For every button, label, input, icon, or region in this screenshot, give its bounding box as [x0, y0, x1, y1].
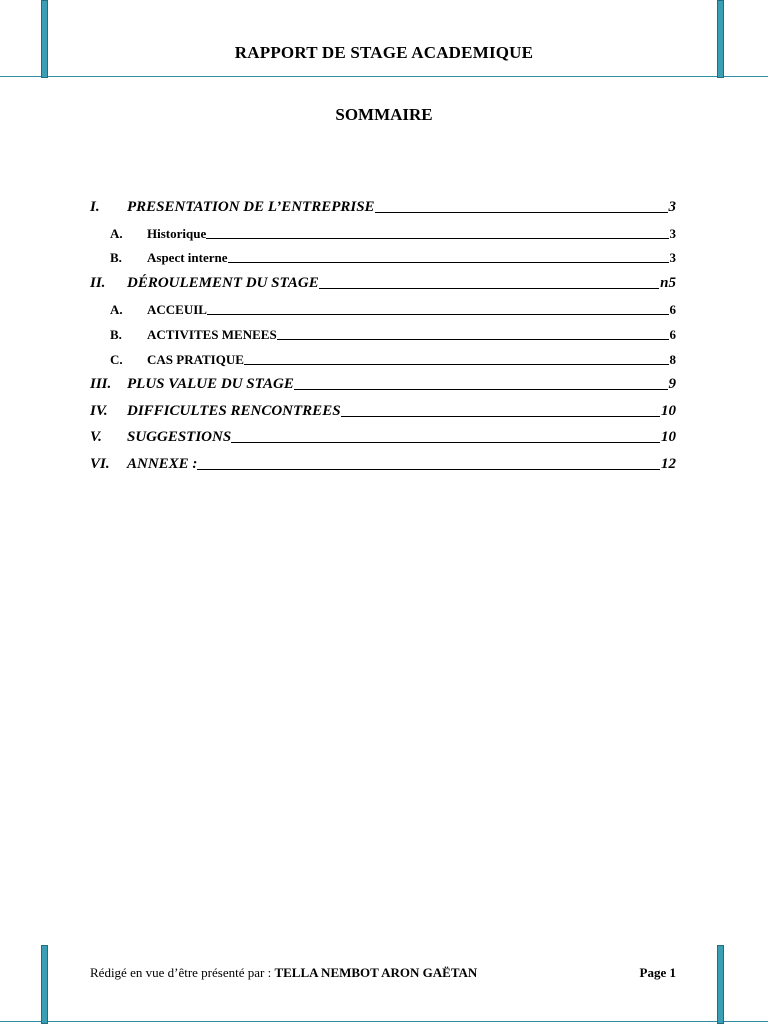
toc-entry-page: 10: [661, 403, 676, 419]
header-rule: [0, 76, 768, 77]
toc-entry[interactable]: [90, 426, 676, 446]
toc-entry-number: B.: [110, 327, 122, 342]
toc-entry-label: ACCEUIL: [147, 302, 207, 317]
toc-leader: [294, 389, 668, 390]
toc-entry-number: A.: [110, 226, 123, 241]
toc-entry-label: SUGGESTIONS: [127, 429, 232, 445]
toc-entry-page: 3: [668, 199, 676, 215]
toc-entry[interactable]: [90, 298, 676, 318]
toc-leader: [206, 238, 668, 239]
toc-entry-page: 10: [661, 429, 676, 445]
header-right-bar: [717, 0, 724, 78]
page-number: Page 1: [639, 965, 676, 980]
toc-entry[interactable]: [90, 373, 676, 393]
toc-entry-label: Aspect interne: [147, 250, 228, 265]
footer-credit: [90, 965, 477, 981]
page-title: SOMMAIRE: [335, 105, 433, 124]
footer-right-bar: [717, 945, 724, 1024]
toc-entry-label: PRESENTATION DE L’ENTREPRISE: [127, 199, 375, 215]
toc-entry[interactable]: [90, 400, 676, 420]
toc-entry-label: ACTIVITES MENEES: [147, 327, 277, 342]
header-left-bar: [41, 0, 48, 78]
toc-leader: [244, 364, 669, 365]
toc-entry-page: n5: [660, 275, 676, 291]
toc-leader: [228, 262, 669, 263]
toc-entry-number: I.: [90, 199, 100, 215]
toc-entry-label: DÉROULEMENT DU STAGE: [127, 275, 319, 291]
toc-entry-number: C.: [110, 352, 123, 367]
toc-entry[interactable]: [90, 246, 676, 266]
toc-entry-label: PLUS VALUE DU STAGE: [127, 376, 294, 392]
toc-entry-number: B.: [110, 250, 122, 265]
toc-entry-number: A.: [110, 302, 123, 317]
toc-leader: [319, 288, 659, 289]
toc-entry-label: DIFFICULTES RENCONTREES: [127, 403, 341, 419]
toc-entry-number: VI.: [90, 456, 110, 472]
toc-leader: [231, 442, 660, 443]
toc-leader: [207, 314, 669, 315]
toc-entry[interactable]: [90, 272, 676, 292]
toc-entry-page: 6: [669, 327, 676, 342]
footer-prefix: Rédigé en vue d’être présenté par :: [90, 965, 272, 980]
toc-entry-label: Historique: [147, 226, 207, 241]
toc-entry-page: 12: [661, 456, 676, 472]
toc-entry-label: CAS PRATIQUE: [147, 352, 244, 367]
toc-leader: [375, 212, 668, 213]
footer-left-bar: [41, 945, 48, 1024]
toc-entry-number: II.: [90, 275, 106, 291]
toc-entry[interactable]: [90, 323, 676, 343]
toc-entry[interactable]: [90, 196, 676, 216]
toc-leader: [197, 469, 660, 470]
toc-entry-number: V.: [90, 429, 102, 445]
footer-rule: [0, 1021, 768, 1022]
toc-entry[interactable]: [90, 348, 676, 368]
toc-leader: [341, 416, 660, 417]
toc-entry-page: 3: [669, 226, 676, 241]
toc-entry[interactable]: [90, 222, 676, 242]
page-header-title: RAPPORT DE STAGE ACADEMIQUE: [234, 43, 534, 62]
toc-leader: [277, 339, 669, 340]
footer-author: TELLA NEMBOT ARON GAËTAN: [274, 965, 478, 980]
toc-entry-number: IV.: [90, 403, 108, 419]
toc-entry-number: III.: [90, 376, 112, 392]
toc-entry-page: 6: [669, 302, 676, 317]
toc-entry-label: ANNEXE :: [127, 456, 198, 472]
toc-entry-page: 3: [669, 250, 676, 265]
toc-entry[interactable]: [90, 453, 676, 473]
toc-entry-page: 8: [669, 352, 676, 367]
toc-entry-page: 9: [668, 376, 676, 392]
